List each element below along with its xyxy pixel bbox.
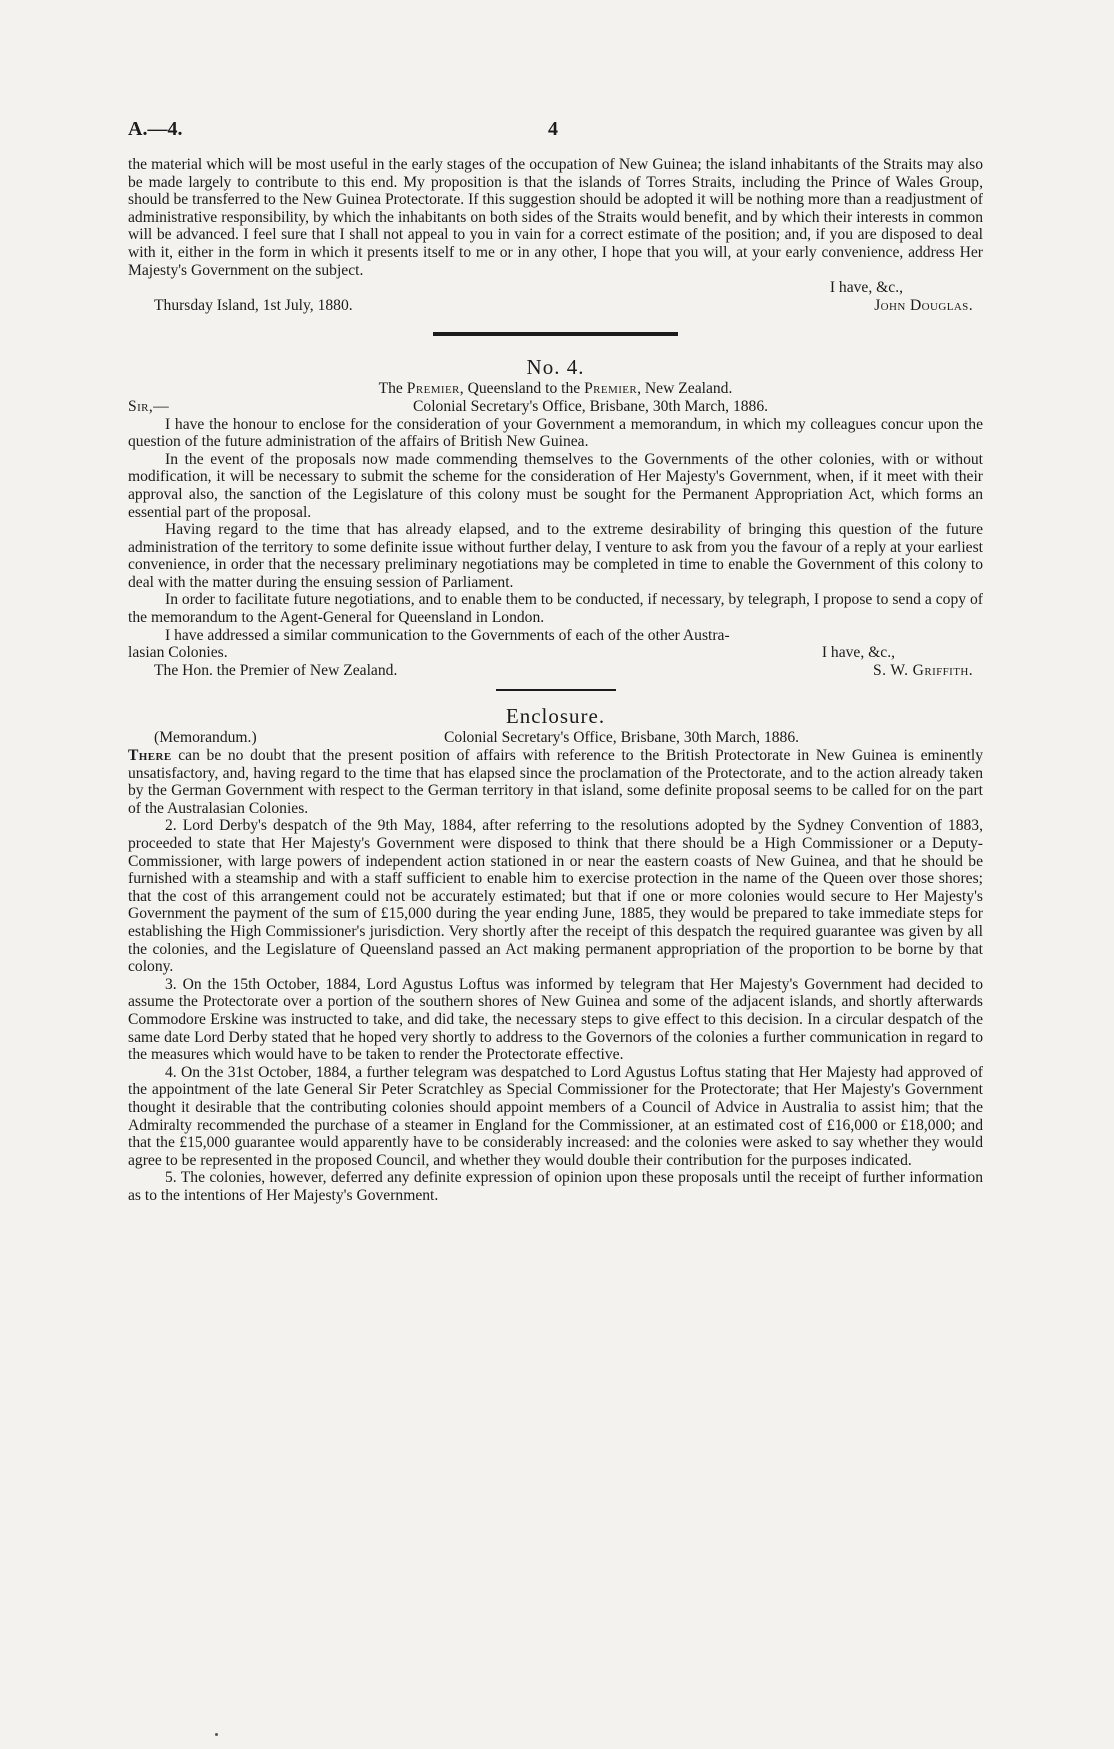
closing-row [128,279,983,297]
paragraph: In the event of the proposals now made commending themselves to the Governments of the other colonies, with or without modification, it will be necessary to submit the scheme for the consideration of Her Majesty's Government, when, if it meet with their approval also, the sanction of the Legislature of this colony must be sought for the Permanent Appropriation Act, which forms an essential part of the proposal. [128,450,983,521]
place-date: Thursday Island, 1st July, 1880. [154,296,353,314]
paragraph: In order to facilitate future negotiations, and to enable them to be conducted, if necessary, by telegraph, I propose to send a copy of the memorandum to the Agent-General for Queensland in London. [128,591,983,627]
closing-row [128,644,983,662]
section-divider [433,332,678,336]
page-header [128,118,983,148]
enclosure [128,703,983,1204]
paragraph: There can be no doubt that the present position of affairs with reference to the British Protectorate in New Guinea is eminently unsatisfactory, and, having regard to the time that has elapsed since the proclamation of the Protectorate, and to the action already taken by the German Government with respect to the German territory in that island, some definite proposal seems to be called for on the part of the Australasian Colonies. [128,747,983,817]
salutation-row [128,398,983,416]
place-signature-row [128,297,983,315]
enclosure-heading: Enclosure. [505,704,606,729]
closing: I have, &c., [829,279,903,297]
addressee-signature-row [128,662,983,680]
paragraph: Having regard to the time that has already elapsed, and to the extreme desirability of bringing this question of the future administration of the territory to some definite issue without further delay, I venture to ask from you the favour of a reply at your earliest convenience, in order that the necessary preliminary negotiations may be completed in time to enable the Government of this colony to deal with the matter during the ensuing session of Parliament. [128,521,983,591]
letter-douglas [128,156,983,314]
document-page [128,118,983,1204]
paragraph-end: lasian Colonies. [128,644,228,662]
paragraph: 3. On the 15th October, 1884, Lord Agustus Loftus was informed by telegram that Her Majesty's Government had decided to assume the Protectorate over a portion of the southern shores of New Guinea and some of the adjacent islands, and shortly afterwards Commodore Erskine was instructed to take, and did take, the necessary steps to give effect to this decision. In a circular despatch of the same date Lord Derby stated that he hoped very shortly to address to the Governors of the colonies a further communication in regard to the measures which would have to be taken to render the Protectorate effective. [128,975,983,1064]
letter-number: No. 4. [526,355,585,380]
paragraph: 2. Lord Derby's despatch of the 9th May, 1884, after referring to the resolutions adopted by the Sydney Convention of 1883, proceeded to state that Her Majesty's Government were disposed to think that there should be a High Commissioner or a Deputy-Commissioner, with large powers of independent action stationed in or near the eastern coasts of New Guinea, and that he should be furnished with a steamship and with a staff sufficient to enable him to exercise protection in the name of the Queen over those shores; that the cost of this arrangement could not be accurately estimated; but that if one or more colonies would secure to Her Majesty's Government the payment of the sum of £15,000 during the year ending June, 1885, they would be prepared to take immediate steps for establishing the High Commissioner's jurisdiction. Very shortly after the receipt of this despatch the required guarantee was given by all the colonies, and the Legislature of Queensland passed an Act making permanent appropriation of the proportion to be borne by that colony. [128,817,983,976]
memo-header-row [128,729,983,747]
section-divider-short [496,689,616,691]
memo-address: Colonial Secretary's Office, Brisbane, 30th March, 1886. [444,729,800,747]
paragraph: 5. The colonies, however, deferred any definite expression of opinion upon these proposals until the receipt of further information as to the intentions of Her Majesty's Government. [128,1169,983,1204]
letter-title: The Premier, Queensland to the Premier, New Zealand. [378,380,733,398]
print-speck [215,1733,218,1736]
signature: John Douglas. [874,296,973,314]
paper-reference: A.—4. [128,118,183,140]
salutation: Sir,— [128,397,170,415]
paragraph: I have addressed a similar communication to the Governments of each of the other Austra- [165,626,730,644]
letter-body: the material which will be most useful in the early stages of the occupation of New Guinea; the island inhabitants of the Straits may also be made largely to contribute to this end. My proposition is that the islands of Torres Straits, including the Prince of Wales Group, should be transferred to the New Guinea Protectorate. If this suggestion should be adopted it will be nothing more than a readjustment of administrative responsibility, by which the inhabitants on both sides of the Straits would benefit, and by which their interests in common will be advanced. I feel sure that I shall not appeal to you in vain for a correct estimate of the position; and, if you are disposed to deal with it, either in the form in which it presents itself to me or in any other, I hope that you will, at your early convenience, address Her Majesty's Government on the subject. [128,156,983,279]
paragraph: 4. On the 31st October, 1884, a further telegram was despatched to Lord Agustus Loftus stating that Her Majesty had approved of the appointment of the late General Sir Peter Scratchley as Special Commissioner for the Protectorate; that Her Majesty's Government thought it desirable that the contributing colonies should appoint members of a Council of Advice in Australia to assist him; that the Admiralty recommended the purchase of a steamer in England for the Commissioner, at an estimated cost of £16,000 or £18,000; and that the £15,000 guarantee would apparently have to be considerably increased: and the colonies were asked to say whether they would agree to be represented in the proposed Council, and whether they would double their contribution for the purposes indicated. [128,1063,983,1169]
addressee: The Hon. the Premier of New Zealand. [154,661,398,679]
sender-address: Colonial Secretary's Office, Brisbane, 30th March, 1886. [413,397,769,415]
paragraph: I have the honour to enclose for the consideration of your Government a memorandum, in which my colleagues concur upon the question of the future administration of the affairs of British New Guinea. [128,415,983,451]
closing: I have, &c., [821,644,895,662]
signature: S. W. Griffith. [873,661,973,679]
letter-griffith [128,354,983,679]
page-number: 4 [548,118,558,140]
memo-label: (Memorandum.) [154,729,257,747]
